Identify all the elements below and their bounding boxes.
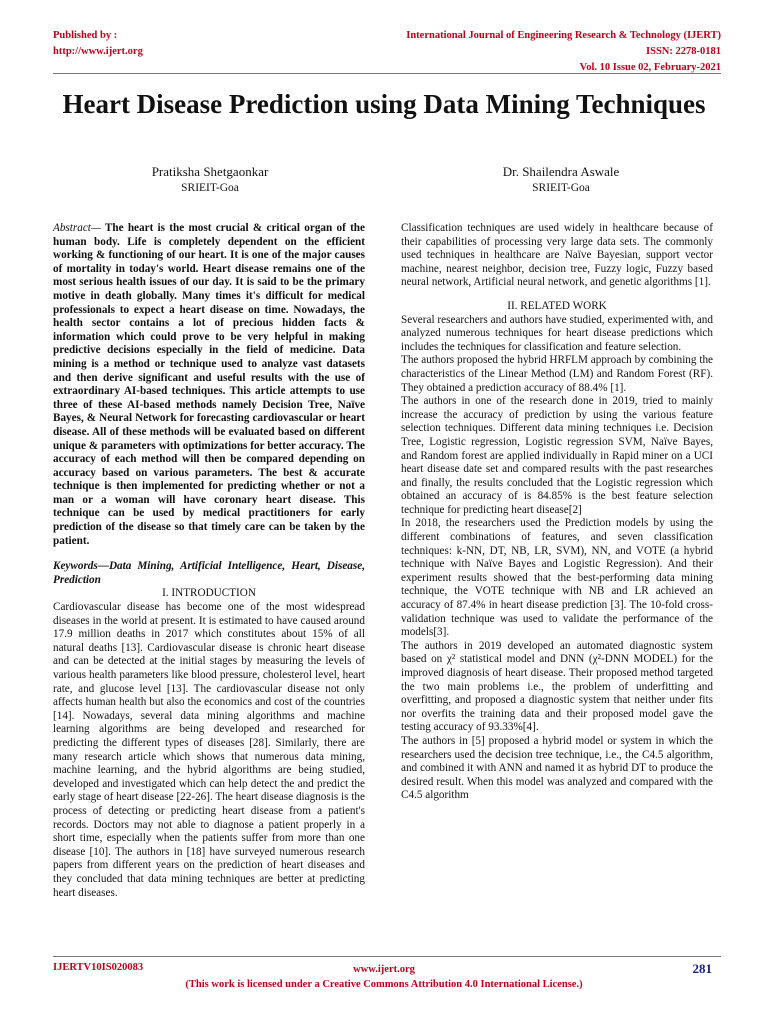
related-work-paragraph-4: In 2018, the researchers used the Prediction models by using the different combinations of features, and seven classification techniques: k-NN, DT, NB, LR, SVM), NN, and VOTE (a hybrid technique with Naïve Bayes and Logistic Regression). And their experiment results showed that the best-performing data mining technique, the VOTE technique with NB and LR achieved an accuracy of 87.4% in heart disease prediction [3]. The 10-fold cross-validation technique was used to validate the performance of the models[3].: [401, 517, 713, 639]
left-column: [53, 222, 365, 900]
header-divider: [53, 73, 721, 74]
header-journal: [406, 28, 721, 76]
publisher-website-link[interactable]: http://www.ijert.org: [53, 46, 143, 57]
footer-license: (This work is licensed under a Creative Commons Attribution 4.0 International License.): [185, 979, 583, 990]
abstract-label: Abstract—: [53, 222, 101, 234]
related-work-paragraph-6: The authors in [5] proposed a hybrid model or system in which the researchers used the decision tree technique, i.e., the C4.5 algorithm, and combined it with ANN and named it as hybrid DT to produce the desired result. When this model was analyzed and compared with the C4.5 algorithm: [401, 734, 713, 802]
classification-paragraph: Classification techniques are used widely in healthcare because of their capabilities of processing very large data sets. The commonly used techniques in healthcare are Naïve Bayesian, support vector machine, nearest neighbor, decision tree, Fuzzy logic, Fuzzy based neural network, Artificial neural network, and genetic algorithms [1].: [401, 222, 713, 289]
author-1: [80, 164, 340, 196]
author-2-affiliation: SRIEIT-Goa: [532, 182, 590, 194]
keywords-label: Keywords—: [53, 560, 109, 573]
journal-volume: Vol. 10 Issue 02, February-2021: [579, 62, 721, 73]
keywords: [53, 560, 365, 587]
abstract-text: The heart is the most crucial & critical organ of the human body. Life is completely dependent on the efficient working & functioning of our heart. It is one of the major causes of mortality in today's world. Heart disease remains one of the most serious health issues of our day. It is said to be the primary motive in death globally. Many times it's difficult for medical professionals to expect a heart disease on time. Nowadays, the health sector contains a lot of precious hidden facts & information which could prove to be very helpful in making predictive decisions especially in the field of medicine. Data mining is a method or technique used to analyze vast datasets and then derive significant and useful results with the use of extraordinary AI-based techniques. This article attempts to use three of these AI-based methods namely Decision Tree, Naïve Bayes, & Neural Network for forecasting cardiovascular or heart disease. All of these methods will be evaluated based on different unique & parameters with optimizations for better accuracy. The accuracy of each method will then be compared depending on accuracy based on various parameters. The best & accurate technique is then implemented for predicting whether or not a man or a woman will have coronary heart disease. This technique can be used by medical practitioners for early prediction of the disease so that timely care can be taken by the patient.: [53, 222, 365, 547]
related-work-paragraph-1: Several researchers and authors have studied, experimented with, and analyzed numerous techniques for heart disease predictions which includes the techniques for classification and feature selection.: [401, 313, 713, 353]
author-2: [431, 164, 691, 196]
page-number: 281: [692, 961, 712, 976]
footer-website-link[interactable]: www.ijert.org: [353, 964, 415, 975]
author-2-name: Dr. Shailendra Aswale: [502, 164, 620, 179]
author-1-name: Pratiksha Shetgaonkar: [151, 164, 269, 179]
footer-divider: [53, 956, 721, 957]
related-work-paragraph-2: The authors proposed the hybrid HRFLM approach by combining the characteristics of the Linear Method (LM) and Random Forest (RF). They obtained a prediction accuracy of 88.4% [1].: [401, 354, 713, 394]
keywords-text: Data Mining, Artificial Intelligence, Heart, Disease, Prediction: [53, 560, 365, 586]
header-publisher: [53, 28, 143, 60]
section-2-heading: II. RELATED WORK: [507, 299, 607, 312]
section-1-text: Cardiovascular disease has become one of the most widespread diseases in the world at present. It is estimated to have caused around 17.9 million deaths in 2017 which constitutes about 15% of all natural deaths [13]. Cardiovascular disease is chronic heart disease and can be detected at the initial stages by measuring the levels of various health parameters like blood pressure, cholesterol level, heart rate, and glucose level [13]. The cardiovascular disease not only affects human health but also the economics and cost of the countries [14]. Nowadays, several data mining algorithms and machine learning algorithms are being developed and researched for predicting the different types of diseases [28]. Similarly, there are many research article which shows that numerous data mining, machine learning, and the hybrid algorithms are being studied, developed and investigated which can help detect the and predict the early stage of heart disease [22-26]. The heart disease diagnosis is the process of detecting or predicting heart disease from a patient's records. Doctors may not able to diagnose a patient properly in a short time, especially when the patients suffer from more than one disease [10]. The authors in [18] have surveyed numerous research papers from different years on the prediction of heart diseases and they concluded that data mining techniques are better at predicting heart diseases.: [53, 601, 365, 899]
related-work-paragraph-5: The authors in 2019 developed an automated diagnostic system based on χ² statistical model and DNN (χ²-DNN MODEL) for the improved diagnosis of heart disease. Their proposed method targeted the two main problems i.e., the problem of underfitting and overfitting, and proposed a diagnostic system that neither under fits nor overfits the training data and their proposed model gave the testing accuracy of 93.33%[4].: [401, 639, 713, 734]
author-1-affiliation: SRIEIT-Goa: [181, 182, 239, 194]
journal-name: International Journal of Engineering Research & Technology (IJERT): [406, 30, 721, 41]
right-column: [401, 222, 713, 803]
published-by-label: Published by :: [53, 30, 118, 41]
paper-title: Heart Disease Prediction using Data Mining Techniques: [62, 89, 706, 119]
related-work-paragraph-3: The authors in one of the research done in 2019, tried to mainly increase the accuracy of prediction by using the various feature selection techniques. Different data mining techniques i.e. Decision Tree, Logistic regression, Logistic regression SVM, Naïve Bayes, and Random forest are applied individually in Rapid miner on a UCI heart disease date set and compared results with the past researches and finally, the results concluded that the Logistic regression which obtained an accuracy of is 84.85% is the best feature selection technique for predicting heart disease[2]: [401, 395, 713, 516]
abstract: [53, 222, 365, 548]
footer-paper-id: IJERTV10IS020083: [53, 962, 144, 973]
footer-center: [0, 962, 768, 992]
section-1-heading: I. INTRODUCTION: [162, 587, 256, 600]
journal-issn: ISSN: 2278-0181: [646, 46, 721, 57]
